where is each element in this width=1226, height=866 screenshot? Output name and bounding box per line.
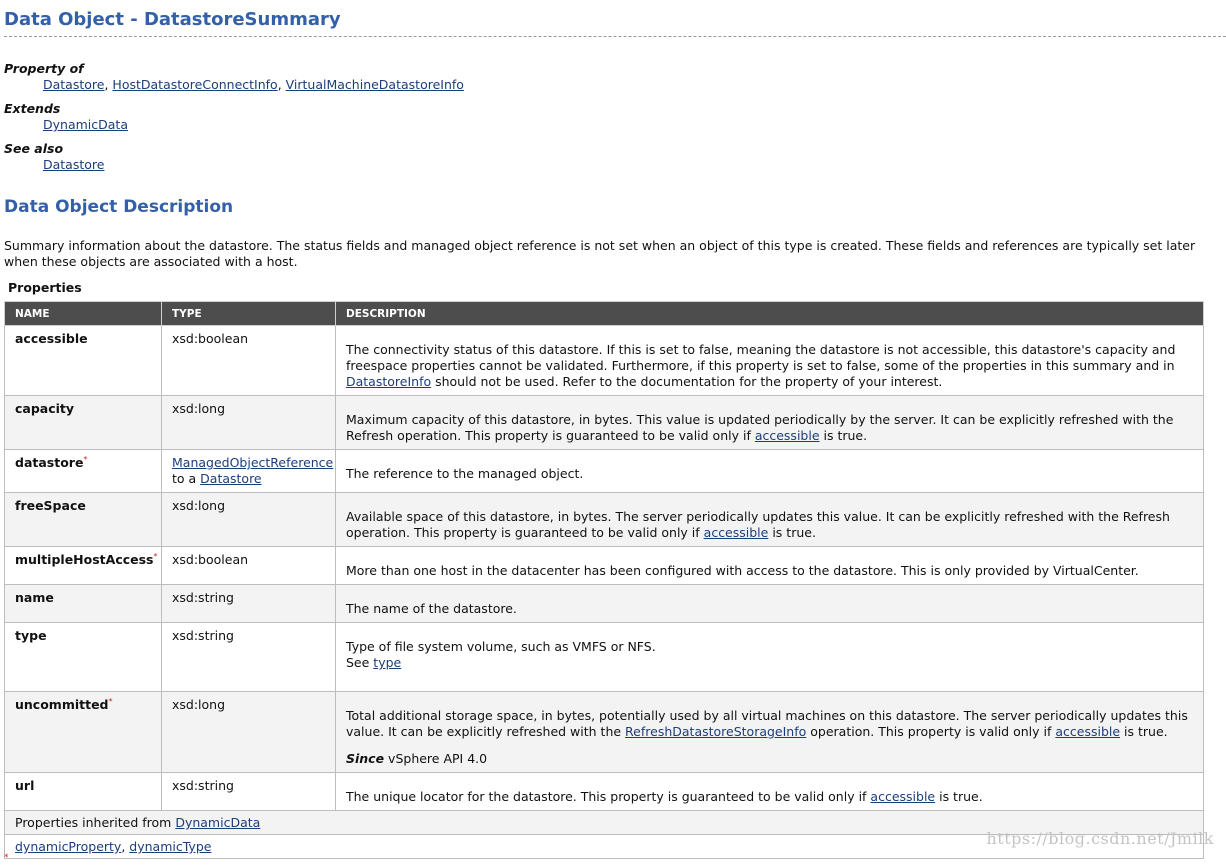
separator: ,: [121, 839, 130, 854]
property-description: [336, 623, 1204, 692]
table-header-row: [5, 302, 1204, 326]
link-accessible[interactable]: accessible: [1055, 724, 1121, 739]
extends-label: Extends: [4, 101, 61, 116]
link-accessible[interactable]: accessible: [754, 428, 820, 443]
property-name-text: uncommitted: [15, 697, 109, 712]
property-type: xsd:long: [162, 396, 336, 450]
link-dynamic-data[interactable]: DynamicData: [43, 117, 128, 132]
property-type: xsd:boolean: [162, 547, 336, 585]
see-also-label: See also: [4, 141, 64, 156]
header-name: NAME: [5, 302, 162, 326]
required-marker: *: [108, 696, 113, 706]
table-row: [5, 623, 1204, 692]
property-description: [336, 692, 1204, 773]
description-paragraph: More than one host in the datacenter has been configured with access to the datastore. This is only provided by VirtualCenter.: [346, 563, 1139, 578]
property-name: accessible: [5, 326, 162, 396]
property-type: xsd:string: [162, 773, 336, 811]
header-type: TYPE: [162, 302, 336, 326]
inherited-prefix: Properties inherited from: [15, 815, 176, 830]
property-name: freeSpace: [5, 493, 162, 547]
table-row: [5, 326, 1204, 396]
description-text: Type of file system volume, such as VMFS or NFS.: [346, 639, 656, 654]
property-type: xsd:long: [162, 692, 336, 773]
required-marker: *: [83, 454, 88, 464]
property-description: [336, 773, 1204, 811]
property-type: [162, 450, 336, 493]
property-type: xsd:boolean: [162, 326, 336, 396]
see-also-links: [43, 157, 464, 173]
link-datastore-type[interactable]: Datastore: [200, 471, 262, 486]
description-text: is true.: [768, 525, 816, 540]
watermark-text: https://blog.csdn.net/Jmilk: [986, 829, 1214, 848]
description-text: Maximum capacity of this datastore, in bytes. This value is updated periodically by the server. It can be explicitly refreshed with the Refresh operation. This property is guaranteed to be valid only if: [346, 412, 1174, 443]
property-name: [5, 450, 162, 493]
description-text: is true.: [935, 789, 983, 804]
property-of-links: [43, 77, 464, 93]
description-text: Total additional storage space, in bytes, potentially used by all virtual machines on this datastore. The server periodically updates this value. It can be explicitly refreshed with the: [346, 708, 1188, 739]
properties-caption: Properties: [8, 280, 82, 295]
description-paragraph: [346, 342, 1193, 390]
reference-list: [4, 61, 464, 181]
description-heading: Data Object Description: [4, 197, 234, 217]
description-text: The connectivity status of this datastore. If this is set to false, meaning the datastore is not accessible, this datastore's capacity and freespace properties cannot be validated. Furthermore, if this property is set to false, some of the properties in this summary and in: [346, 342, 1176, 373]
title-divider: [4, 36, 1226, 37]
property-name-text: multipleHostAccess: [15, 552, 154, 567]
description-text: is true.: [819, 428, 868, 443]
description-paragraph: [346, 789, 1193, 805]
link-inherited-dynamic-data[interactable]: DynamicData: [175, 815, 261, 830]
property-name: type: [5, 623, 162, 692]
property-type: xsd:string: [162, 623, 336, 692]
link-dynamic-property[interactable]: dynamicProperty: [15, 839, 122, 854]
description-text: operation. This property is valid only if: [806, 724, 1056, 739]
type-to-text: to a: [172, 471, 201, 486]
table-row: [5, 547, 1204, 585]
link-accessible[interactable]: accessible: [870, 789, 936, 804]
description-paragraph: The reference to the managed object.: [346, 466, 584, 481]
description-paragraph: [346, 639, 1193, 671]
table-row: [5, 692, 1204, 773]
property-description: [336, 326, 1204, 396]
link-datastore-info[interactable]: DatastoreInfo: [346, 374, 432, 389]
property-type: xsd:string: [162, 585, 336, 623]
link-refresh-datastore-storage-info[interactable]: RefreshDatastoreStorageInfo: [625, 724, 807, 739]
property-description: [336, 396, 1204, 450]
property-name: capacity: [5, 396, 162, 450]
extends-links: [43, 117, 464, 133]
table-row: [5, 450, 1204, 493]
property-description: [336, 450, 1204, 493]
page-title: Data Object - DatastoreSummary: [4, 9, 341, 30]
link-see-also-datastore[interactable]: Datastore: [43, 157, 105, 172]
required-marker: *: [153, 551, 158, 561]
property-name: [5, 692, 162, 773]
description-paragraph: [346, 509, 1193, 541]
since-value: vSphere API 4.0: [384, 751, 488, 766]
property-name: [5, 547, 162, 585]
link-datastore[interactable]: Datastore: [43, 77, 105, 92]
link-accessible[interactable]: accessible: [703, 525, 769, 540]
property-of-label: Property of: [4, 61, 84, 76]
separator: ,: [104, 77, 113, 92]
description-paragraph: The name of the datastore.: [346, 601, 517, 616]
property-description: [336, 547, 1204, 585]
link-managed-object-reference[interactable]: ManagedObjectReference: [172, 455, 334, 470]
link-virtual-machine-datastore-info[interactable]: VirtualMachineDatastoreInfo: [285, 77, 464, 92]
property-name-text: datastore: [15, 455, 84, 470]
property-name: name: [5, 585, 162, 623]
description-paragraph: [346, 708, 1193, 740]
table-row: [5, 396, 1204, 450]
see-prefix: See: [346, 655, 374, 670]
property-description: [336, 493, 1204, 547]
required-marker: *: [4, 853, 9, 863]
description-text: should not be used. Refer to the documentation for the property of your interest.: [431, 374, 943, 389]
description-text: The unique locator for the datastore. This property is guaranteed to be valid only if: [346, 789, 871, 804]
description-text: Available space of this datastore, in bytes. The server periodically updates this value. It can be explicitly refreshed with the Refresh operation. This property is guaranteed to be valid only if: [346, 509, 1170, 540]
since-label: Since: [346, 751, 385, 766]
properties-table: [4, 301, 1204, 859]
property-type: xsd:long: [162, 493, 336, 547]
link-dynamic-type[interactable]: dynamicType: [129, 839, 212, 854]
table-row: [5, 773, 1204, 811]
since-paragraph: [346, 751, 1193, 767]
property-description: [336, 585, 1204, 623]
link-type[interactable]: type: [373, 655, 402, 670]
table-row: [5, 493, 1204, 547]
header-description: DESCRIPTION: [336, 302, 1204, 326]
property-name: url: [5, 773, 162, 811]
separator: ,: [277, 77, 286, 92]
link-host-datastore-connect-info[interactable]: HostDatastoreConnectInfo: [112, 77, 278, 92]
description-paragraph: [346, 412, 1193, 444]
table-row: [5, 585, 1204, 623]
description-text: Summary information about the datastore. The status fields and managed object reference is not set when an object of this type is created. These fields and references are typically set later when these objects are associated with a host.: [4, 238, 1196, 269]
description-text: is true.: [1120, 724, 1168, 739]
